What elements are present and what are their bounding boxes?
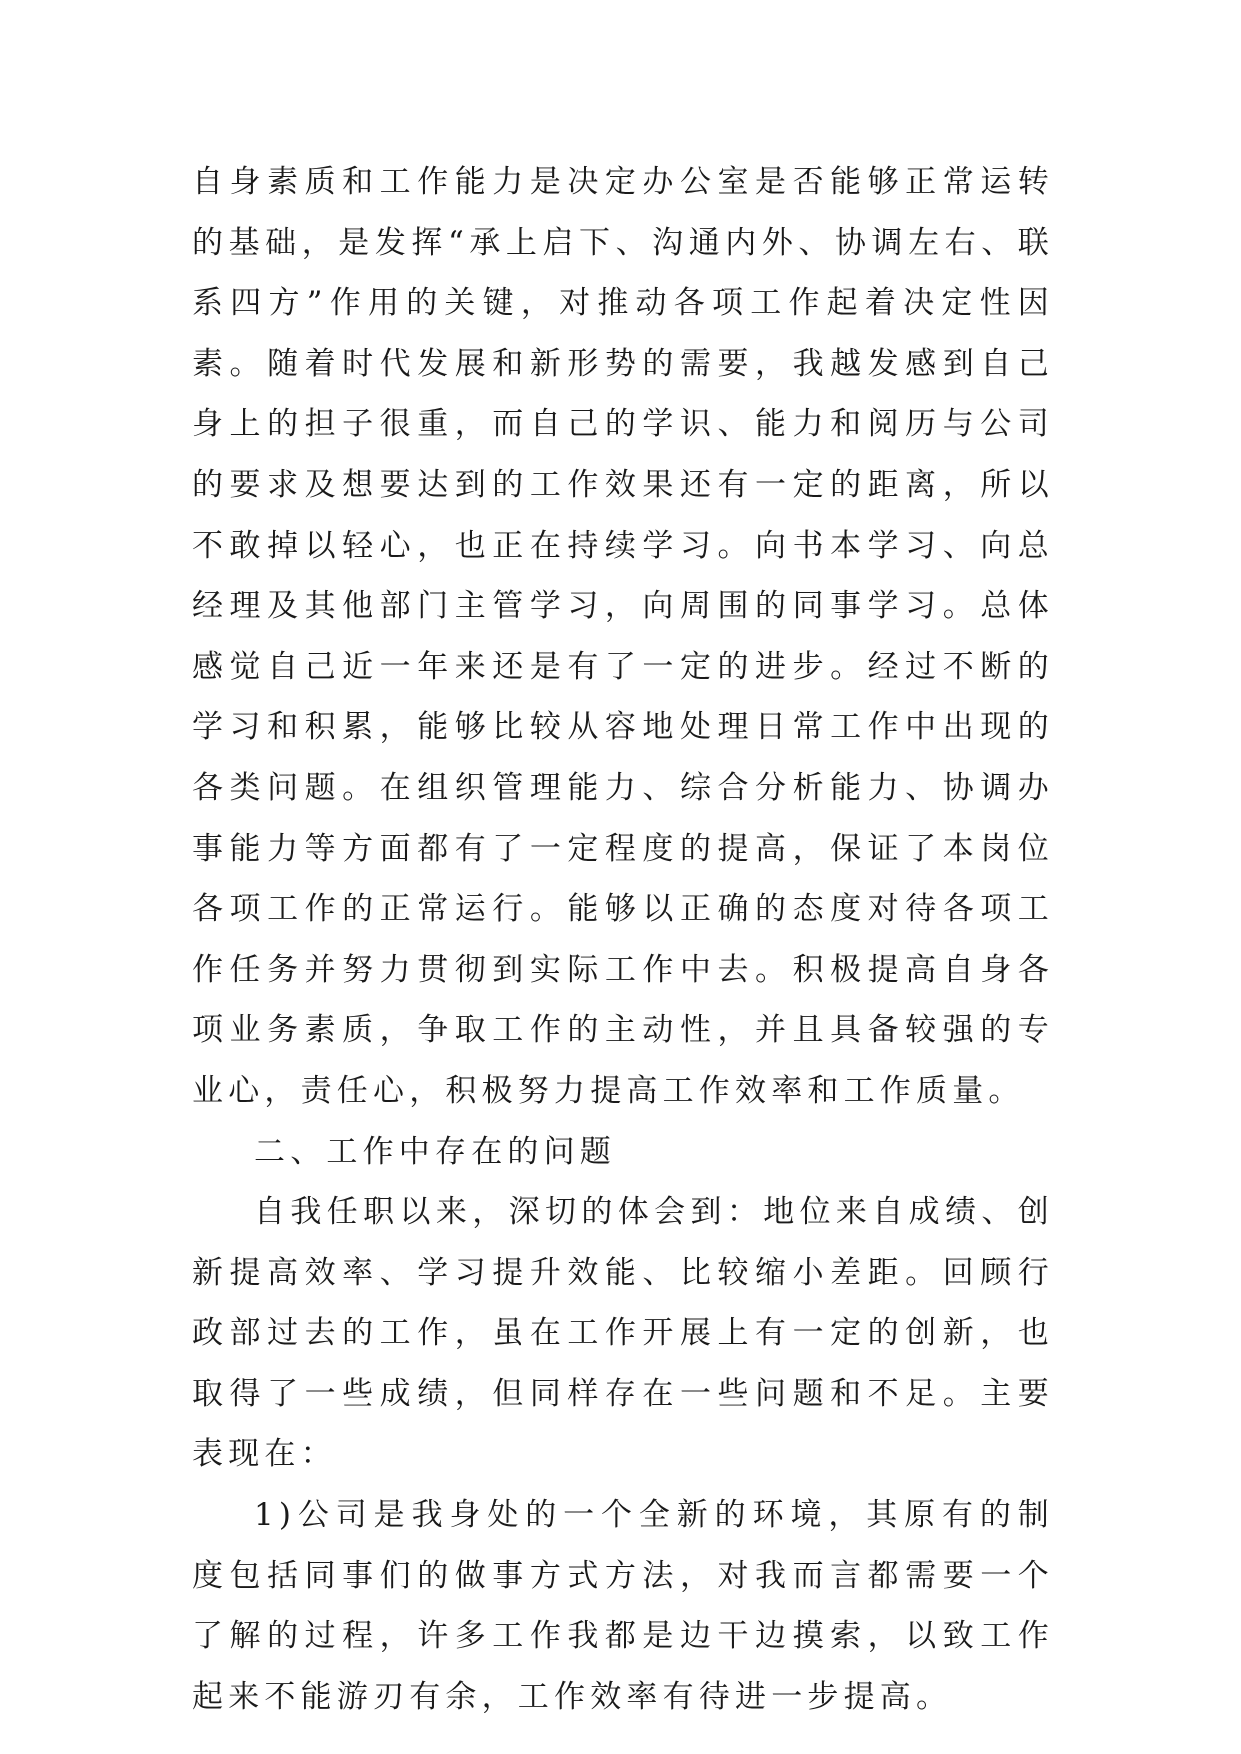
paragraph-self-quality: 自身素质和工作能力是决定办公室是否能够正常运转的基础，是发挥“承上启下、沟通内外、协调左右、联系四方”作用的关键，对推动各项工作起着决定性因素。随着时代发展和新形势的需要，我越发感到自己身上的担子很重，而自己的学识、能力和阅历与公司的要求及想要达到的工作效果还有一定的距离，所以不敢掉以轻心，也正在持续学习。向书本学习、向总经理及其他部门主管学习，向周围的同事学习。总体感觉自己近一年来还是有了一定的进步。经过不断的学习和积累，能够比较从容地处理日常工作中出现的各类问题。在组织管理能力、综合分析能力、协调办事能力等方面都有了一定程度的提高，保证了本岗位各项工作的正常运行。能够以正确的态度对待各项工作任务并努力贯彻到实际工作中去。积极提高自身各项业务素质，争取工作的主动性，并且具备较强的专业心，责任心，积极努力提高工作效率和工作质量。 <box>192 164 1054 1109</box>
document-body <box>192 152 1054 1727</box>
paragraph-item-1: 1)公司是我身处的一个全新的环境，其原有的制度包括同事们的做事方式方法，对我而言都需要一个了解的过程，许多工作我都是边干边摸索，以致工作起来不能游刃有余，工作效率有待进一步提高。 <box>192 1497 1054 1715</box>
paragraph-since-appointment: 自我任职以来，深切的体会到：地位来自成绩、创新提高效率、学习提升效能、比较缩小差距。回顾行政部过去的工作，虽在工作开展上有一定的创新，也取得了一些成绩，但同样存在一些问题和不足。主要表现在： <box>192 1194 1054 1473</box>
section-heading-problems: 二、工作中存在的问题 <box>254 1133 616 1170</box>
